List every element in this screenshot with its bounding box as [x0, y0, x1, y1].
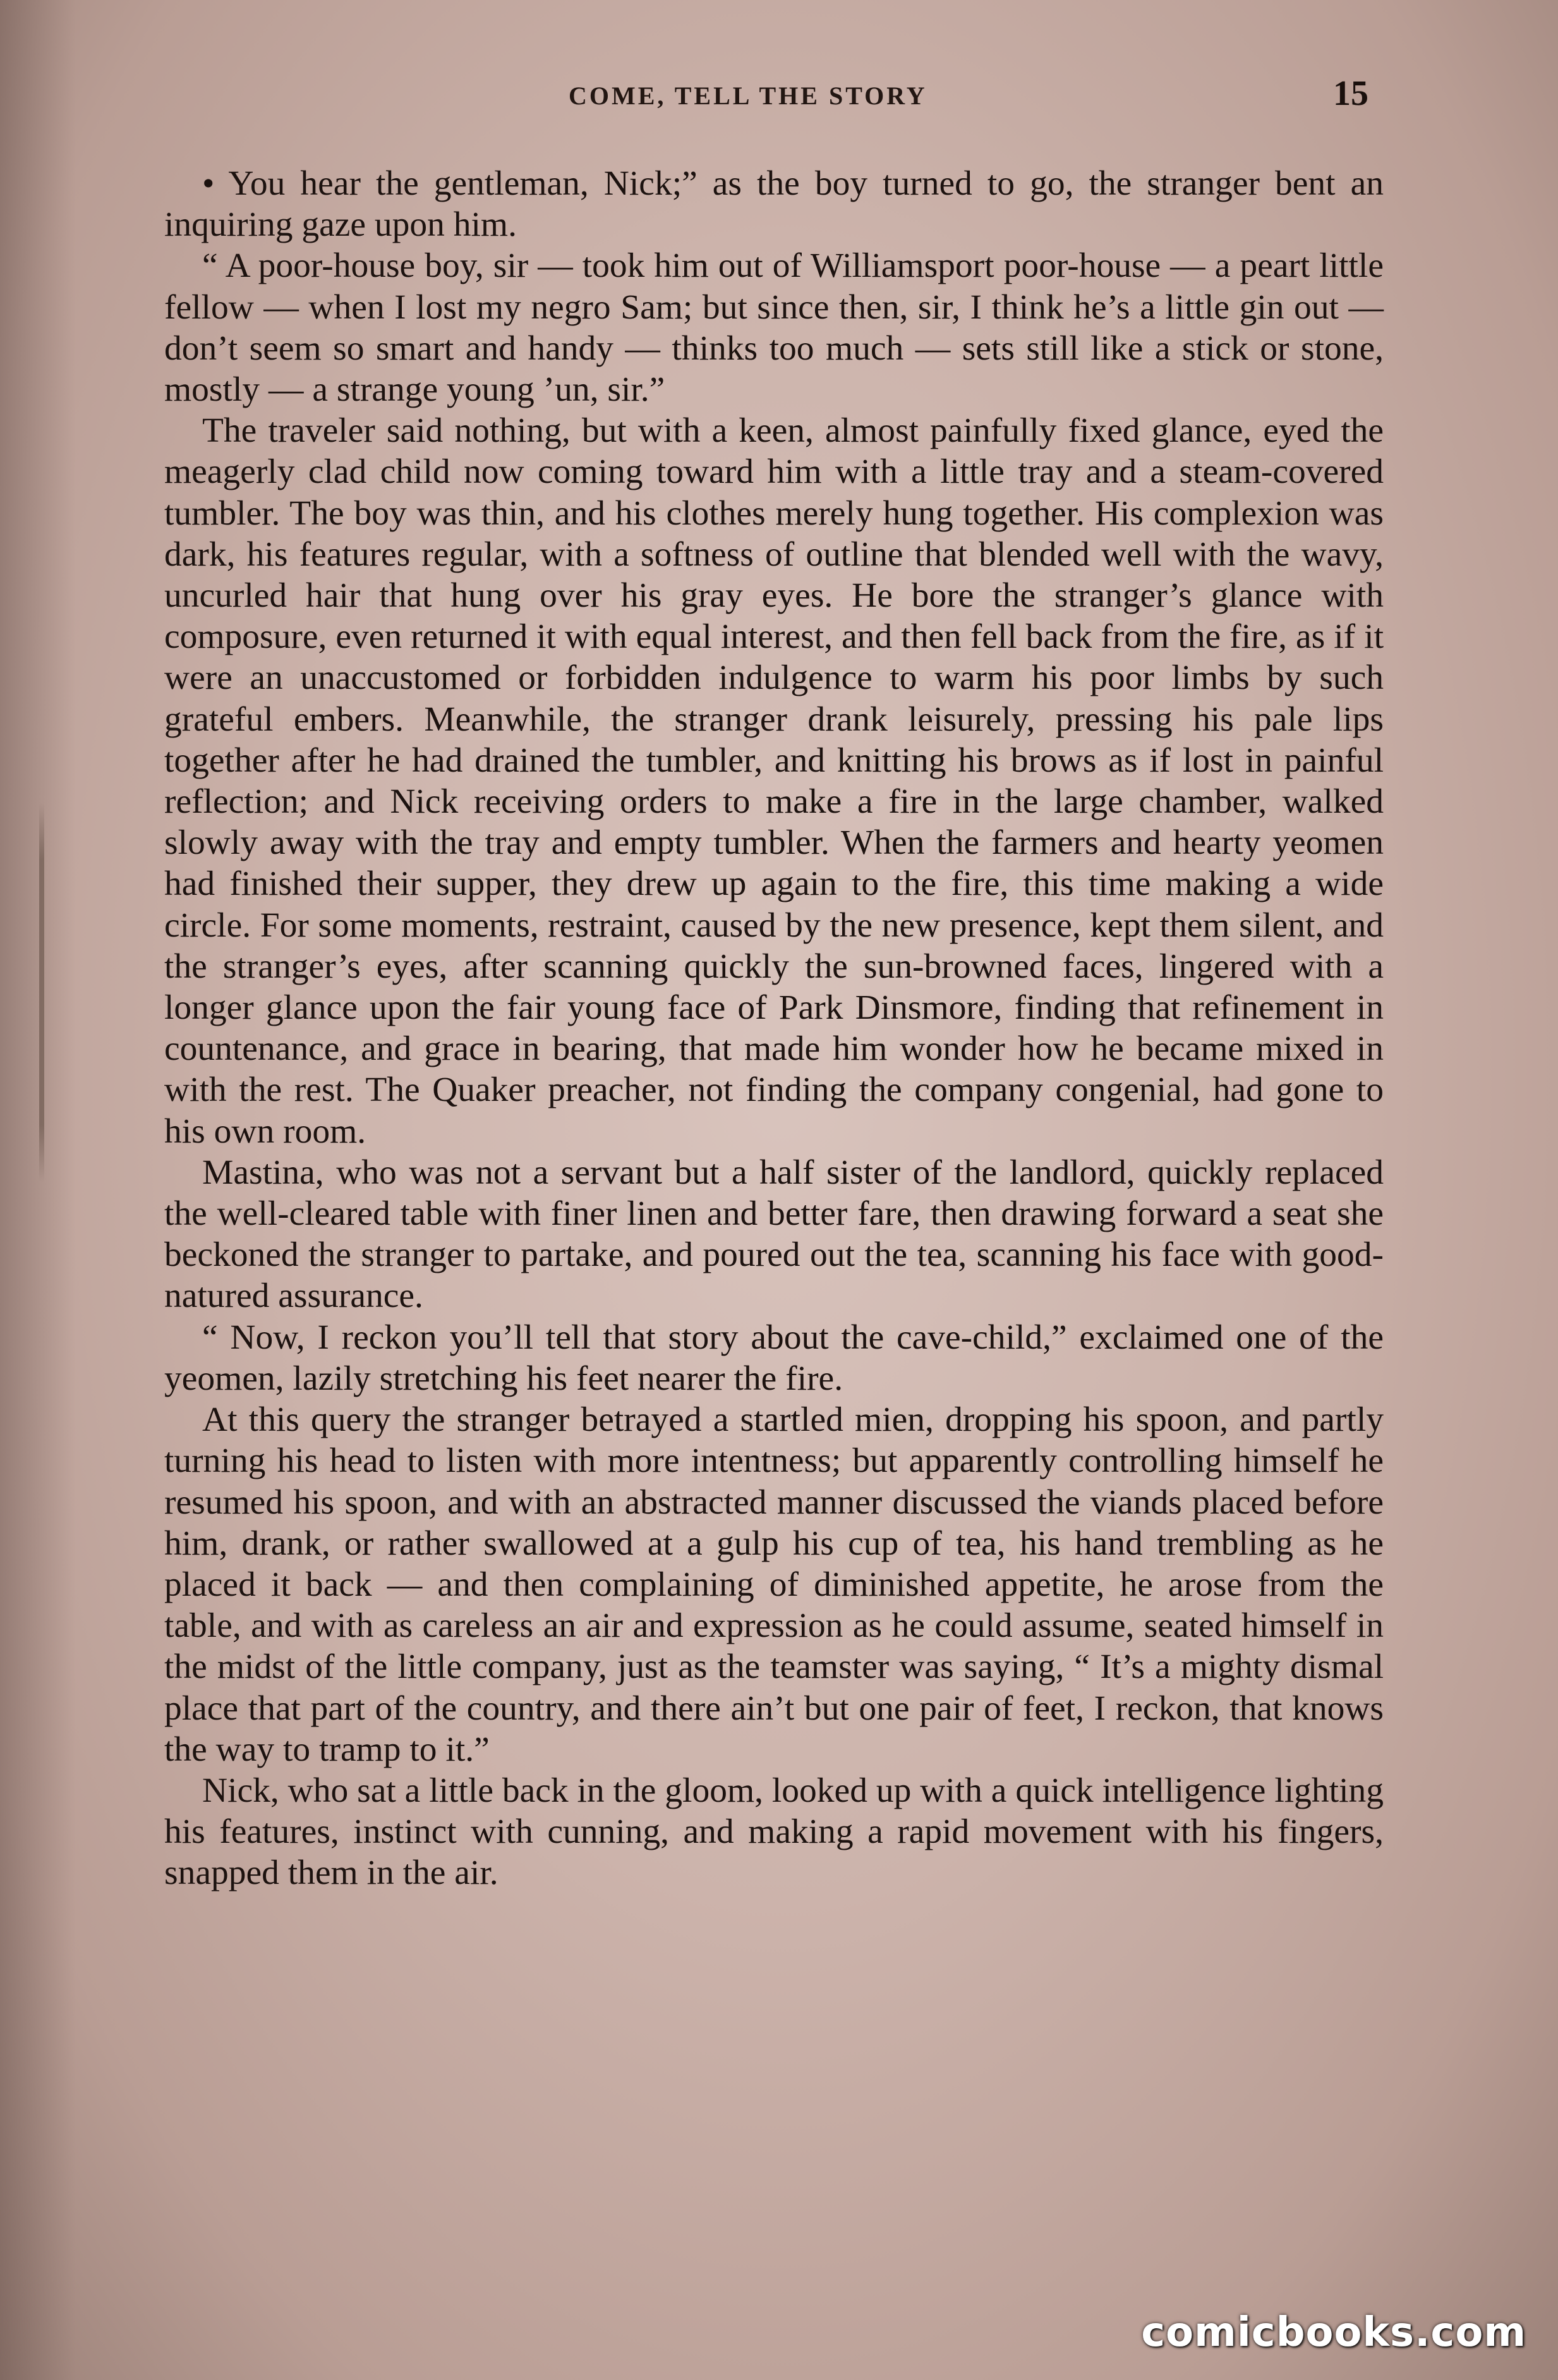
- paragraph: “ A poor-house boy, sir — took him out of Williamsport poor-house — a peart little fellow — when I lost my negro Sam; but since then, sir, I think he’s a little gin out — don’t seem so smart and handy — thinks too much — sets still like a stick or stone, mostly — a strange young ’un, sir.”: [164, 246, 1384, 410]
- watermark: comicbooks.com: [1141, 2309, 1526, 2356]
- running-title: COME, TELL THE STORY: [569, 82, 927, 110]
- paragraph: Nick, who sat a little back in the gloom, looked up with a quick intelligence lighting his features, instinct with cunning, and making a rapid movement with his fingers, snapped them in the air.: [164, 1771, 1384, 1893]
- paragraph: The traveler said nothing, but with a keen, almost painfully fixed glance, eyed the meagerly clad child now coming toward him with a little tray and a steam-covered tumbler. The boy was thin, and his clothes merely hung together. His complexion was dark, his features regular, with a softness of outline that blended well with the wavy, uncurled hair that hung over his gray eyes. He bore the stranger’s glance with composure, even returned it with equal interest, and then fell back from the fire, as if it were an unaccustomed or forbidden indulgence to warm his poor limbs by such grateful embers. Meanwhile, the stranger drank leisurely, pressing his pale lips together after he had drained the tumbler, and knitting his brows as if lost in painful reflection; and Nick receiving orders to make a fire in the large chamber, walked slowly away with the tray and empty tumbler. When the farmers and hearty yeomen had finished their supper, they drew up again to the fire, this time making a wide circle. For some moments, restraint, caused by the new presence, kept them silent, and the stranger’s eyes, after scanning quickly the sun-browned faces, lingered with a longer glance upon the fair young face of Park Dinsmore, finding that refinement in countenance, and grace in bearing, that made him wonder how he became mixed in with the rest. The Quaker preacher, not finding the company congenial, had gone to his own room.: [164, 411, 1384, 1151]
- page-number: 15: [1333, 74, 1368, 113]
- gutter-shadow: [0, 0, 76, 2380]
- running-head: [0, 75, 1558, 112]
- binding-thread-mark: [39, 803, 44, 1182]
- paragraph: • You hear the gentleman, Nick;” as the boy turned to go, the stranger bent an inquiring gaze upon him.: [164, 164, 1384, 245]
- paragraph: “ Now, I reckon you’ll tell that story about the cave-child,” exclaimed one of the yeomen, lazily stretching his feet nearer the fire.: [164, 1318, 1384, 1398]
- body-text: [164, 163, 1384, 1894]
- paragraph: At this query the stranger betrayed a startled mien, dropping his spoon, and partly turning his head to listen with more intentness; but apparently controlling himself he resumed his spoon, and with an abstracted manner discussed the viands placed before him, drank, or rather swallowed at a gulp his cup of tea, his hand trembling as he placed it back — and then complaining of diminished appetite, he arose from the table, and with as careless an air and expression as he could assume, seated himself in the midst of the little company, just as the teamster was saying, “ It’s a mighty dismal place that part of the country, and there ain’t but one pair of feet, I reckon, that knows the way to tramp to it.”: [164, 1400, 1384, 1769]
- paragraph: Mastina, who was not a servant but a half sister of the landlord, quickly replaced the well-cleared table with finer linen and better fare, then drawing forward a seat she beckoned the stranger to partake, and poured out the tea, scanning his face with good-natured assurance.: [164, 1153, 1384, 1316]
